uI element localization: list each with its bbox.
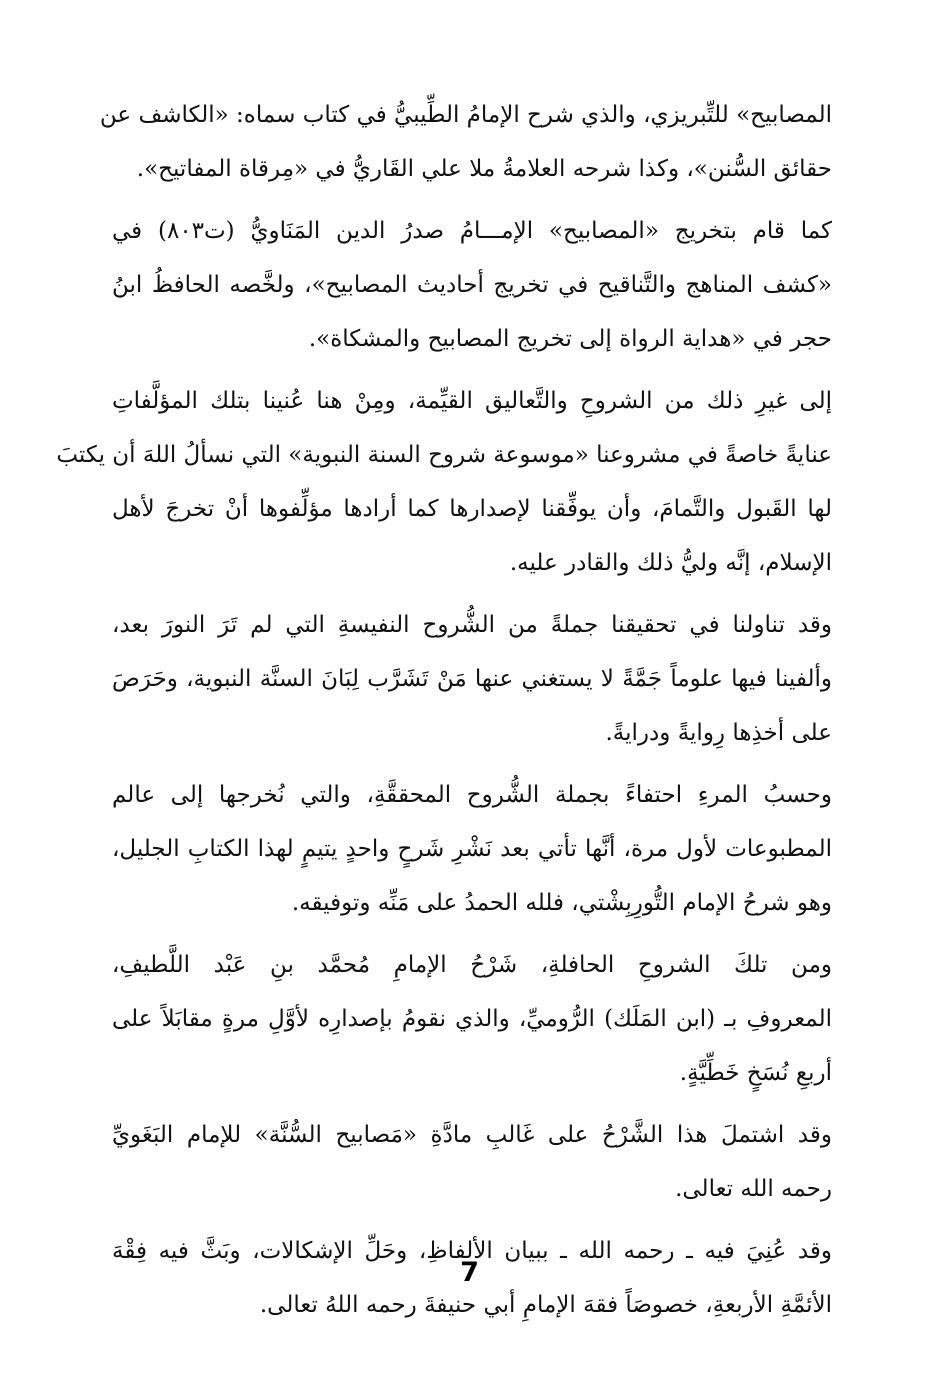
paragraph — [112, 598, 832, 760]
text-line: وقد تناولنا في تحقيقنا جملةً من الشُّروح النفيسةِ التي لم تَرَ النورَ بعد، — [112, 612, 832, 638]
text-line: الإسلام، إنَّه وليُّ ذلك والقادر عليه. — [509, 550, 832, 576]
text-line: المصابيح» للتِّبريزي، والذي شرح الإمامُ الطِّيبيُّ في كتاب سماه: «الكاشف عن — [99, 102, 832, 128]
text-line: لها القَبول والتَّمامَ، وأن يوفِّقنا لإصدارها كما أرادها مؤلِّفوها أنْ تخرجَ لأهل — [112, 496, 832, 522]
page-number: 7 — [460, 1257, 479, 1288]
text-line: «كشف المناهج والتَّناقيح في تخريج أحاديث المصابيح»، ولخَّصه الحافظُ ابنُ — [112, 272, 832, 298]
text-line: كما قام بتخريج «المصابيح» الإمـــامُ صدرُ الدين المَنَاويُّ (ت٨٠٣) في — [112, 218, 832, 244]
paragraph — [112, 768, 832, 930]
text-line: أربعِ نُسَخٍ خَطِّيَّةٍ. — [679, 1060, 832, 1086]
text-line: المعروفِ بـ (ابن المَلَك) الرُّوميِّ، والذي نقومُ بإصدارِه لأوَّلِ مرةٍ مقابَلاً على — [112, 1006, 832, 1032]
text-line: وهو شرحُ الإمام التُّورِبِشْتي، فلله الحمدُ على مَنِّه وتوفيقه. — [291, 890, 832, 916]
text-line: حقائق السُّنن»، وكذا شرحه العلامةُ ملا علي القَاريُّ في «مِرقاة المفاتيح». — [136, 156, 832, 182]
paragraph — [99, 88, 832, 196]
paragraph — [56, 374, 832, 590]
paragraph — [112, 938, 832, 1100]
body-text — [56, 88, 832, 1332]
text-line: ومن تلكَ الشروحِ الحافلةِ، شَرْحُ الإمامِ مُحمَّد بنِ عَبْد اللَّطيفِ، — [112, 952, 832, 978]
text-line: وقد اشتملَ هذا الشَّرْحُ على غَالبِ مادَّةِ «مَصابيح السُّنَّة» للإمام البَغَويِّ — [112, 1122, 832, 1148]
text-line: وألفينا فيها علوماً جَمَّةً لا يستغني عنها مَنْ تَشَرَّب لِبَانَ السنَّة النبوية، وحَرَصَ — [112, 666, 832, 692]
text-line: رحمه الله تعالى. — [675, 1176, 832, 1202]
text-line: إلى غيرِ ذلك من الشروحِ والتَّعاليق القيِّمة، ومِنْ هنا عُنينا بتلك المؤلَّفاتِ — [112, 388, 832, 414]
text-line: وحسبُ المرءِ احتفاءً بجملة الشُّروح المحققَّةِ، والتي نُخرجها إلى عالم — [112, 782, 832, 808]
paragraph — [112, 204, 832, 366]
text-line: المطبوعات لأول مرة، أنَّها تأتي بعد نَشْرِ شَرحٍ واحدٍ يتيمٍ لهذا الكتابِ الجليل، — [112, 836, 832, 862]
text-line: حجر في «هداية الرواة إلى تخريج المصابيح والمشكاة». — [308, 326, 832, 352]
paragraph — [112, 1108, 832, 1216]
text-line: على أخذِها رِوايةً ودرايةً. — [605, 720, 832, 746]
text-line: وقد عُنِيَ فيه ـ رحمه الله ـ ببيان الألفاظِ، وحَلِّ الإشكالات، وبَثَّ فيه فِقْهَ — [112, 1238, 832, 1264]
text-line: عنايةً خاصةً في مشروعنا «موسوعة شروح السنة النبوية» التي نسألُ اللهَ أن يكتبَ — [56, 442, 832, 468]
text-line: الأئمَّةِ الأربعةِ، خصوصَاً فقهَ الإمامِ أبي حنيفةَ رحمه اللهُ تعالى. — [259, 1292, 832, 1318]
